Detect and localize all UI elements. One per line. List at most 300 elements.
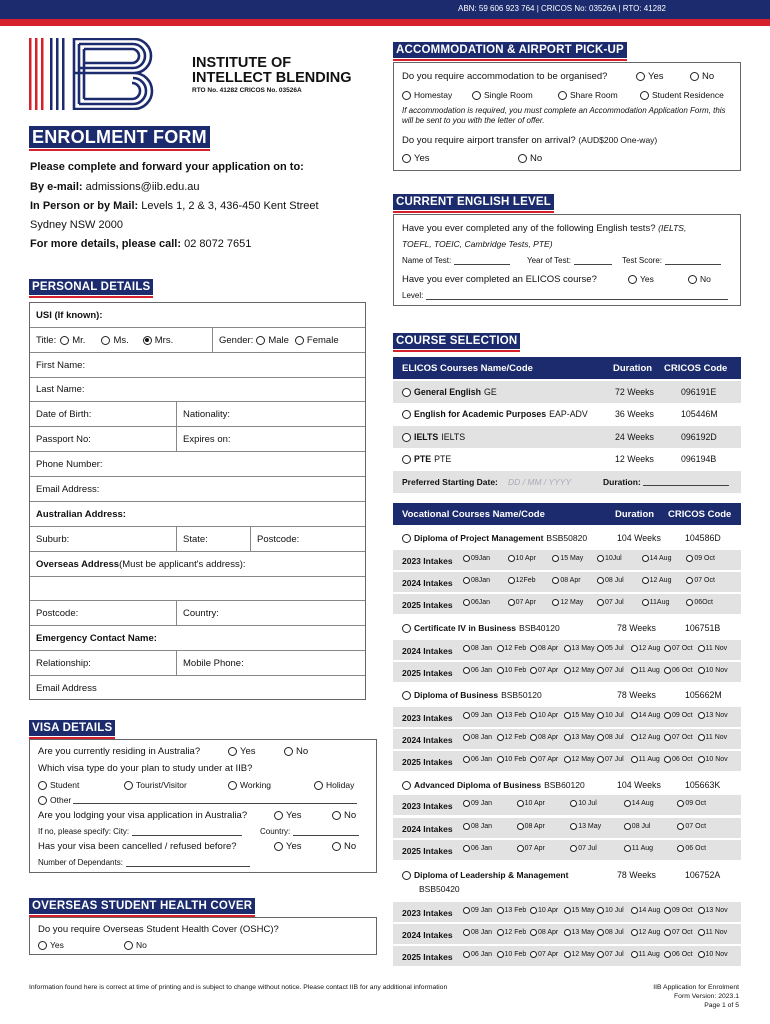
- intake-option[interactable]: [597, 712, 624, 719]
- intake-radio[interactable]: [642, 555, 649, 562]
- intake-radio[interactable]: [463, 800, 470, 807]
- visa-student-radio[interactable]: Student: [38, 780, 79, 790]
- intake-option[interactable]: [497, 712, 527, 719]
- intake-option[interactable]: [570, 845, 597, 852]
- red-stripe: [0, 19, 770, 26]
- intake-option[interactable]: [624, 800, 654, 807]
- nationality-field[interactable]: Nationality:: [176, 402, 230, 426]
- intake-radio[interactable]: [664, 929, 671, 936]
- intake-option[interactable]: [698, 907, 728, 914]
- intake-option[interactable]: [530, 907, 558, 914]
- intake-option[interactable]: [597, 907, 624, 914]
- intake-radio[interactable]: [517, 800, 524, 807]
- intake-radio[interactable]: [597, 712, 604, 719]
- intake-option[interactable]: [463, 577, 490, 584]
- intake-radio[interactable]: [463, 734, 470, 741]
- intake-option[interactable]: [497, 907, 527, 914]
- intake-option[interactable]: [631, 756, 660, 763]
- intake-date: 06Jan: [471, 599, 491, 606]
- phone-field[interactable]: Phone Number:: [30, 452, 365, 477]
- intake-date: 13 May: [571, 734, 595, 741]
- intake-option[interactable]: [564, 712, 595, 719]
- intake-option[interactable]: [642, 555, 672, 562]
- intake-radio[interactable]: [631, 645, 638, 652]
- intake-option[interactable]: [564, 907, 595, 914]
- intake-radio[interactable]: [564, 645, 571, 652]
- intake-radio[interactable]: [564, 734, 571, 741]
- intake-option[interactable]: [664, 951, 693, 958]
- intake-date: 07 Oct: [685, 823, 707, 830]
- intake-radio[interactable]: [698, 951, 705, 958]
- intake-radio[interactable]: [570, 845, 577, 852]
- course-radio[interactable]: [402, 534, 411, 543]
- course-radio[interactable]: [402, 455, 411, 464]
- airport-no[interactable]: No: [518, 153, 542, 164]
- intake-radio[interactable]: [631, 907, 638, 914]
- course-radio[interactable]: [402, 871, 411, 880]
- share-room-radio[interactable]: Share Room: [558, 90, 618, 100]
- intake-option[interactable]: [597, 577, 624, 584]
- intake-option[interactable]: [497, 645, 527, 652]
- intake-radio[interactable]: [497, 951, 504, 958]
- intake-option[interactable]: [564, 951, 595, 958]
- visa-country-field[interactable]: Country:: [260, 827, 359, 836]
- intake-option[interactable]: [463, 645, 492, 652]
- intake-radio[interactable]: [664, 712, 671, 719]
- intake-radio[interactable]: [686, 599, 693, 606]
- intake-radio[interactable]: [597, 951, 604, 958]
- intake-radio[interactable]: [564, 907, 571, 914]
- intake-option[interactable]: [570, 823, 601, 830]
- intake-radio[interactable]: [497, 667, 504, 674]
- intake-date: 11Aug: [649, 599, 670, 606]
- intake-option[interactable]: [597, 667, 624, 674]
- intake-radio[interactable]: [564, 756, 571, 763]
- intake-radio[interactable]: [564, 712, 571, 719]
- intake-radio[interactable]: [677, 823, 684, 830]
- intake-radio[interactable]: [677, 845, 684, 852]
- intake-option[interactable]: [664, 756, 693, 763]
- intake-radio[interactable]: [552, 599, 559, 606]
- intake-radio[interactable]: [530, 645, 537, 652]
- intake-radio[interactable]: [552, 577, 559, 584]
- intake-option[interactable]: [564, 645, 595, 652]
- visa-q1-yes[interactable]: Yes: [228, 746, 256, 757]
- intake-radio[interactable]: [677, 800, 684, 807]
- intake-radio[interactable]: [530, 734, 537, 741]
- intake-option[interactable]: [631, 712, 661, 719]
- intake-radio[interactable]: [631, 929, 638, 936]
- intake-radio[interactable]: [463, 951, 470, 958]
- intake-radio[interactable]: [642, 577, 649, 584]
- test-score-field[interactable]: Test Score:: [622, 256, 721, 265]
- vocational-course-row[interactable]: [393, 864, 741, 886]
- intake-radio[interactable]: [624, 800, 631, 807]
- intake-option[interactable]: [664, 667, 693, 674]
- course-radio[interactable]: [402, 691, 411, 700]
- intake-option[interactable]: [597, 645, 624, 652]
- relationship-row: [30, 651, 365, 676]
- intake-radio[interactable]: [463, 823, 470, 830]
- visa-q3-no[interactable]: No: [332, 810, 356, 821]
- mobile-field[interactable]: Mobile Phone:: [176, 651, 244, 675]
- intake-radio[interactable]: [463, 712, 470, 719]
- intake-radio[interactable]: [597, 599, 604, 606]
- intake-option[interactable]: [698, 756, 728, 763]
- australian-address-field[interactable]: Australian Address:: [30, 502, 365, 527]
- gender-male-radio[interactable]: Male: [256, 335, 289, 346]
- intake-radio[interactable]: [642, 599, 649, 606]
- intake-radio[interactable]: [664, 907, 671, 914]
- intake-radio[interactable]: [463, 845, 470, 852]
- intake-radio[interactable]: [631, 712, 638, 719]
- intake-option[interactable]: [686, 599, 713, 606]
- intake-radio[interactable]: [497, 734, 504, 741]
- intake-radio[interactable]: [530, 712, 537, 719]
- intake-date: 09 Oct: [672, 712, 693, 719]
- course-radio[interactable]: [402, 624, 411, 633]
- intake-radio[interactable]: [698, 929, 705, 936]
- intake-option[interactable]: [597, 734, 624, 741]
- intake-radio[interactable]: [698, 907, 705, 914]
- intake-option[interactable]: [686, 577, 715, 584]
- title-ms-radio[interactable]: Ms.: [101, 335, 128, 346]
- intake-option[interactable]: [463, 555, 490, 562]
- oshc-no[interactable]: No: [124, 940, 147, 950]
- intake-option[interactable]: [530, 756, 558, 763]
- intake-option[interactable]: [597, 929, 624, 936]
- intake-radio[interactable]: [530, 951, 537, 958]
- intake-option[interactable]: [497, 667, 527, 674]
- intake-radio[interactable]: [508, 599, 515, 606]
- intake-option[interactable]: [463, 907, 492, 914]
- intake-date: 12Feb: [515, 577, 536, 584]
- intake-option[interactable]: [631, 734, 661, 741]
- intake-date: 12 May: [571, 951, 595, 958]
- vocational-course-row[interactable]: [393, 527, 741, 549]
- intake-option[interactable]: [463, 734, 492, 741]
- postcode-field[interactable]: Postcode:: [250, 527, 299, 551]
- intake-date: 12 Feb: [504, 734, 527, 741]
- intake-radio[interactable]: [698, 756, 705, 763]
- course-code-text: BSB50120: [501, 690, 542, 700]
- intake-radio[interactable]: [497, 929, 504, 936]
- intake-date: 09 Jan: [471, 712, 493, 719]
- intake-option[interactable]: [664, 929, 693, 936]
- intake-radio[interactable]: [631, 734, 638, 741]
- visa-q4-yes[interactable]: Yes: [274, 841, 302, 852]
- overseas-address-line2[interactable]: [30, 577, 365, 601]
- elicos-yes[interactable]: Yes: [628, 274, 654, 284]
- intake-radio[interactable]: [597, 734, 604, 741]
- intake-option[interactable]: [497, 734, 527, 741]
- intake-option[interactable]: [631, 667, 660, 674]
- usi-field[interactable]: USI (If known):: [30, 303, 365, 328]
- intake-radio[interactable]: [570, 800, 577, 807]
- accommodation-no[interactable]: No: [690, 71, 714, 82]
- intake-option[interactable]: [631, 929, 661, 936]
- intake-radio[interactable]: [564, 951, 571, 958]
- intake-radio[interactable]: [564, 667, 571, 674]
- intake-option[interactable]: [530, 667, 558, 674]
- intake-radio[interactable]: [597, 907, 604, 914]
- intake-date: 07 Oct: [694, 577, 715, 584]
- visa-q1-no[interactable]: No: [284, 746, 308, 757]
- intake-radio[interactable]: [597, 577, 604, 584]
- elicos-course-row[interactable]: [393, 381, 741, 403]
- intake-option[interactable]: [552, 577, 580, 584]
- relationship-field[interactable]: Relationship:: [36, 657, 91, 669]
- intake-option[interactable]: [624, 845, 653, 852]
- visa-tourist-radio[interactable]: Tourist/Visitor: [124, 780, 187, 790]
- duration-input[interactable]: Duration:: [603, 477, 729, 487]
- intake-option[interactable]: [552, 599, 583, 606]
- intake-option[interactable]: [698, 667, 728, 674]
- intake-row: [393, 946, 741, 966]
- intake-option[interactable]: [631, 645, 661, 652]
- intake-radio[interactable]: [463, 756, 470, 763]
- level-field[interactable]: Level:: [402, 291, 728, 300]
- intake-radio[interactable]: [463, 645, 470, 652]
- intake-option[interactable]: [530, 734, 558, 741]
- intake-radio[interactable]: [530, 929, 537, 936]
- intake-radio[interactable]: [664, 756, 671, 763]
- intake-radio[interactable]: [597, 667, 604, 674]
- intake-option[interactable]: [552, 555, 583, 562]
- intake-date: 13 Nov: [705, 712, 728, 719]
- intake-radio[interactable]: [698, 734, 705, 741]
- intake-row: [393, 550, 741, 570]
- intake-option[interactable]: [597, 555, 622, 562]
- intake-option[interactable]: [463, 951, 492, 958]
- elicos-course-row[interactable]: [393, 403, 741, 425]
- course-radio[interactable]: [402, 388, 411, 397]
- intake-option[interactable]: [631, 907, 661, 914]
- intake-radio[interactable]: [497, 907, 504, 914]
- intake-option[interactable]: [597, 951, 624, 958]
- intake-option[interactable]: [564, 929, 595, 936]
- intake-radio[interactable]: [624, 823, 631, 830]
- expires-field[interactable]: Expires on:: [176, 427, 231, 451]
- dob-field[interactable]: Date of Birth:: [36, 408, 92, 420]
- visa-city-field[interactable]: If no, please specify: City:: [38, 827, 242, 836]
- intake-option[interactable]: [664, 712, 693, 719]
- intake-radio[interactable]: [497, 756, 504, 763]
- intake-option[interactable]: [530, 712, 558, 719]
- vocational-course-row[interactable]: [393, 684, 741, 706]
- postcode2-field[interactable]: Postcode:: [36, 607, 79, 619]
- visa-holiday-radio[interactable]: Holiday: [314, 780, 354, 790]
- intake-option[interactable]: [508, 555, 536, 562]
- intake-option[interactable]: [698, 645, 728, 652]
- intake-radio[interactable]: [552, 555, 559, 562]
- intake-radio[interactable]: [530, 756, 537, 763]
- visa-q4-no[interactable]: No: [332, 841, 356, 852]
- intake-radio[interactable]: [463, 577, 470, 584]
- intake-date: 06 Jan: [471, 845, 493, 852]
- intake-radio[interactable]: [664, 645, 671, 652]
- intake-radio[interactable]: [497, 712, 504, 719]
- homestay-radio[interactable]: Homestay: [402, 90, 452, 100]
- intake-radio[interactable]: [517, 845, 524, 852]
- intake-radio[interactable]: [686, 577, 693, 584]
- intake-radio[interactable]: [497, 645, 504, 652]
- intake-radio[interactable]: [664, 951, 671, 958]
- accommodation-yes[interactable]: Yes: [636, 71, 664, 82]
- intake-option[interactable]: [698, 929, 728, 936]
- intake-option[interactable]: [686, 555, 715, 562]
- intake-radio[interactable]: [564, 929, 571, 936]
- intake-option[interactable]: [624, 823, 651, 830]
- intake-radio[interactable]: [631, 667, 638, 674]
- intake-option[interactable]: [677, 823, 706, 830]
- footer-disclaimer: Information found here is correct at time of printing and is subject to change without notice. Please contact IIB for any additional information: [29, 984, 448, 991]
- country-field[interactable]: Country:: [176, 601, 219, 625]
- intake-option[interactable]: [530, 929, 558, 936]
- intake-option[interactable]: [677, 845, 706, 852]
- oshc-yes[interactable]: Yes: [38, 940, 64, 950]
- intake-option[interactable]: [642, 599, 670, 606]
- intake-radio[interactable]: [631, 951, 638, 958]
- airport-yes[interactable]: Yes: [402, 153, 430, 164]
- course-radio[interactable]: [402, 410, 411, 419]
- intake-radio[interactable]: [508, 555, 515, 562]
- intake-option[interactable]: [570, 800, 597, 807]
- first-name-field[interactable]: First Name:: [30, 353, 365, 378]
- intake-option[interactable]: [664, 734, 693, 741]
- intake-option[interactable]: [497, 929, 527, 936]
- intake-option[interactable]: [564, 756, 595, 763]
- visa-working-radio[interactable]: Working: [228, 780, 271, 790]
- intake-option[interactable]: [564, 734, 595, 741]
- course-name-text: Diploma of Business: [414, 690, 499, 700]
- vocational-course-row[interactable]: [393, 617, 741, 639]
- intake-radio[interactable]: [597, 645, 604, 652]
- test-year-field[interactable]: Year of Test:: [527, 256, 612, 265]
- last-name-field[interactable]: Last Name:: [30, 378, 365, 402]
- intake-option[interactable]: [677, 800, 706, 807]
- intake-option[interactable]: [642, 577, 672, 584]
- visa-q3-yes[interactable]: Yes: [274, 810, 302, 821]
- student-residence-radio[interactable]: Student Residence: [640, 90, 724, 100]
- intake-option[interactable]: [463, 712, 492, 719]
- intake-year: 2023 Intakes: [402, 801, 453, 811]
- intake-date: 12 May: [560, 599, 584, 606]
- intake-radio[interactable]: [664, 734, 671, 741]
- intake-radio[interactable]: [463, 599, 470, 606]
- course-radio[interactable]: [402, 781, 411, 790]
- elicos-course-row[interactable]: [393, 448, 741, 470]
- dependants-field[interactable]: Number of Dependants:: [38, 858, 250, 867]
- intake-radio[interactable]: [463, 555, 470, 562]
- intake-radio[interactable]: [463, 929, 470, 936]
- intake-date: 07 Jul: [605, 599, 624, 606]
- intake-radio[interactable]: [597, 756, 604, 763]
- intake-option[interactable]: [463, 756, 492, 763]
- state-field[interactable]: State:: [176, 527, 208, 551]
- title-mr-radio[interactable]: Mr.: [60, 335, 85, 346]
- intake-radio[interactable]: [624, 845, 631, 852]
- intake-radio[interactable]: [530, 907, 537, 914]
- elicos-course-row[interactable]: [393, 426, 741, 448]
- intake-option[interactable]: [463, 800, 492, 807]
- intake-option[interactable]: [508, 599, 536, 606]
- intake-option[interactable]: [530, 645, 558, 652]
- intake-radio[interactable]: [517, 823, 524, 830]
- intake-radio[interactable]: [686, 555, 693, 562]
- email-field[interactable]: Email Address:: [30, 477, 365, 502]
- intake-option[interactable]: [463, 667, 492, 674]
- intake-option[interactable]: [463, 599, 490, 606]
- contact-email[interactable]: admissions@iib.edu.au: [85, 181, 200, 193]
- intake-radio[interactable]: [698, 712, 705, 719]
- test-name-field[interactable]: Name of Test:: [402, 256, 510, 265]
- gender-female-radio[interactable]: Female: [295, 335, 339, 346]
- intake-option[interactable]: [564, 667, 595, 674]
- intake-radio[interactable]: [597, 929, 604, 936]
- intake-option[interactable]: [508, 577, 536, 584]
- intake-radio[interactable]: [631, 756, 638, 763]
- intake-option[interactable]: [497, 756, 527, 763]
- title-mrs-radio[interactable]: Mrs.: [143, 335, 173, 346]
- intake-option[interactable]: [463, 845, 492, 852]
- emergency-contact-field[interactable]: Emergency Contact Name:: [30, 626, 365, 651]
- suburb-field[interactable]: Suburb:: [36, 533, 70, 545]
- intake-option[interactable]: [698, 951, 728, 958]
- intake-option[interactable]: [664, 645, 693, 652]
- intake-option[interactable]: [530, 951, 558, 958]
- course-radio[interactable]: [402, 433, 411, 442]
- intake-option[interactable]: [517, 823, 545, 830]
- intake-radio[interactable]: [463, 667, 470, 674]
- intake-radio[interactable]: [508, 577, 515, 584]
- intake-option[interactable]: [517, 845, 545, 852]
- intake-option[interactable]: [698, 734, 728, 741]
- elicos-no[interactable]: No: [688, 274, 711, 284]
- visa-other-radio[interactable]: Other: [38, 795, 357, 805]
- intake-radio[interactable]: [698, 667, 705, 674]
- course-cricos: 096192D: [681, 432, 717, 442]
- intake-option[interactable]: [463, 823, 492, 830]
- vocational-course-row[interactable]: [393, 774, 741, 796]
- intake-date: 07 Apr: [538, 951, 559, 958]
- intake-radio[interactable]: [570, 823, 577, 830]
- intake-option[interactable]: [597, 756, 624, 763]
- intake-option[interactable]: [497, 951, 527, 958]
- intake-option[interactable]: [463, 929, 492, 936]
- intake-option[interactable]: [698, 712, 728, 719]
- intake-date: 07 Jul: [605, 667, 624, 674]
- intake-option[interactable]: [631, 951, 660, 958]
- intake-option[interactable]: [517, 800, 545, 807]
- intake-date: 11 Nov: [705, 734, 728, 741]
- course-cricos: 096194B: [681, 454, 717, 464]
- overseas-address-field[interactable]: Overseas Address (Must be applicant's address):: [30, 552, 365, 577]
- intake-radio[interactable]: [530, 667, 537, 674]
- passport-field[interactable]: Passport No:: [36, 433, 91, 445]
- single-room-radio[interactable]: Single Room: [472, 90, 533, 100]
- preferred-date-input[interactable]: DD / MM / YYYY: [508, 477, 572, 487]
- intake-radio[interactable]: [597, 555, 604, 562]
- english-q1: Have you ever completed any of the following English tests? (IELTS,: [402, 223, 687, 234]
- intake-radio[interactable]: [698, 645, 705, 652]
- intake-radio[interactable]: [664, 667, 671, 674]
- intake-option[interactable]: [664, 907, 693, 914]
- emergency-email-field[interactable]: Email Address: [36, 682, 97, 694]
- intake-radio[interactable]: [463, 907, 470, 914]
- intake-option[interactable]: [597, 599, 624, 606]
- course-name-text: PTE: [414, 454, 432, 464]
